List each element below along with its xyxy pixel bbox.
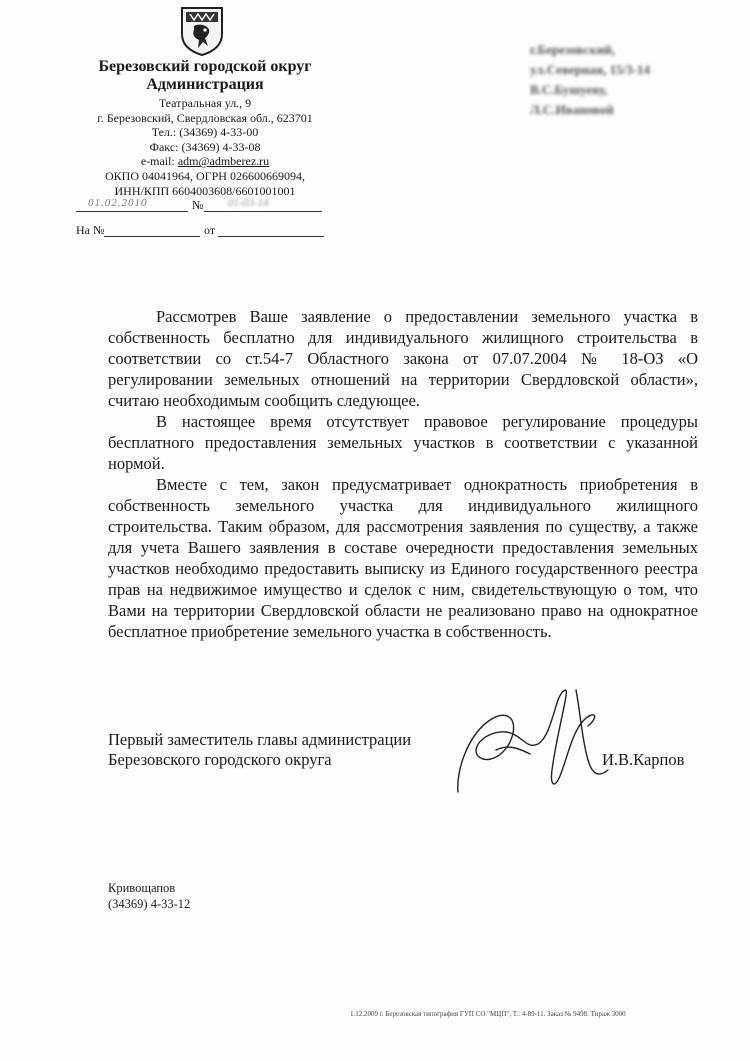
signatory-title	[108, 730, 411, 770]
outgoing-reference	[76, 198, 326, 214]
executor-block	[108, 880, 190, 912]
addressee-line-1: г.Березовский,	[530, 42, 616, 57]
addressee-line-4: Л.С.Ивановой	[530, 102, 614, 117]
incoming-reference	[76, 223, 336, 239]
number-label: №	[192, 198, 204, 212]
inn-kpp: ИНН/КПП 6604003608/6601001001	[114, 183, 296, 198]
addressee-block	[530, 40, 720, 120]
phone: Тел.: (34369) 4-33-00	[151, 125, 259, 140]
executor-phone: (34369) 4-33-12	[108, 897, 191, 911]
letter-body	[108, 306, 698, 642]
signatory-title-line-1: Первый заместитель главы администрации	[108, 730, 412, 749]
fax: Факс: (34369) 4-33-08	[149, 139, 261, 154]
incoming-from-label: от	[204, 223, 216, 237]
signer-name: И.В.Карпов	[602, 750, 685, 769]
body-paragraph-1: Рассмотрев Ваше заявление о предоставлении земельного участка в собственность бесплатно для индивидуального жилищного строительства в соответствии со ст.54-7 Областного закона от 07.07.2004 № 18-ОЗ «О регулировании земельных отношений на территории Свердловской области», считаю необходимым сообщить следующее.	[108, 307, 698, 410]
executor-name: Кривощапов	[108, 881, 176, 895]
email-line	[60, 154, 350, 169]
outgoing-date: 01.02.2010	[88, 197, 148, 209]
email-label: e-mail:	[140, 154, 178, 169]
address-line-1: Театральная ул., 9	[158, 96, 252, 110]
okpo-ogrn: ОКПО 04041964, ОГРН 026600669094,	[105, 168, 305, 183]
handwritten-signature	[448, 680, 618, 800]
org-subtitle: Администрация	[146, 76, 264, 93]
incoming-number-label: На №	[76, 223, 105, 237]
signatory-title-line-2: Березовского городского округа	[108, 750, 332, 769]
addressee-line-3: В.С.Бушуеву,	[530, 82, 608, 97]
printer-note: 1.12.2009 г. Березовская типография ГУП СО "МЦП", Т.: 4-89-11. Заказ № 9498. Тираж 3000	[350, 1010, 626, 1018]
coat-of-arms-icon	[178, 4, 226, 56]
email-link[interactable]: adm@admberez.ru	[177, 154, 270, 169]
address-line-2: г. Березовский, Свердловская обл., 623701	[97, 110, 313, 125]
body-paragraph-3: Вместе с тем, закон предусматривает однократность приобретения в собственность земельного участка для индивидуального жилищного строительства. Таким образом, для рассмотрения заявления по существу, а также для учета Вашего заявления в составе очередности предоставления земельных участков необходимо предоставить выписку из Единого государственного реестра прав на недвижимое имущество и сделок с ним, свидетельствующую о том, что Вами на территории Свердловской области не реализовано право на однократное бесплатное приобретение земельного участка в собственность.	[108, 475, 698, 641]
outgoing-number: 01-03-14	[228, 197, 269, 209]
org-name: Березовский городской округ	[98, 58, 312, 75]
addressee-line-2: ул.Северная, 15/3-14	[530, 62, 651, 77]
body-paragraph-2: В настоящее время отсутствует правовое регулирование процедуры бесплатного предоставления земельных участков в соответствии с указанной нормой.	[108, 412, 698, 473]
incoming-date-underline	[218, 223, 324, 237]
letterhead	[60, 58, 350, 198]
incoming-number-underline	[104, 223, 200, 237]
